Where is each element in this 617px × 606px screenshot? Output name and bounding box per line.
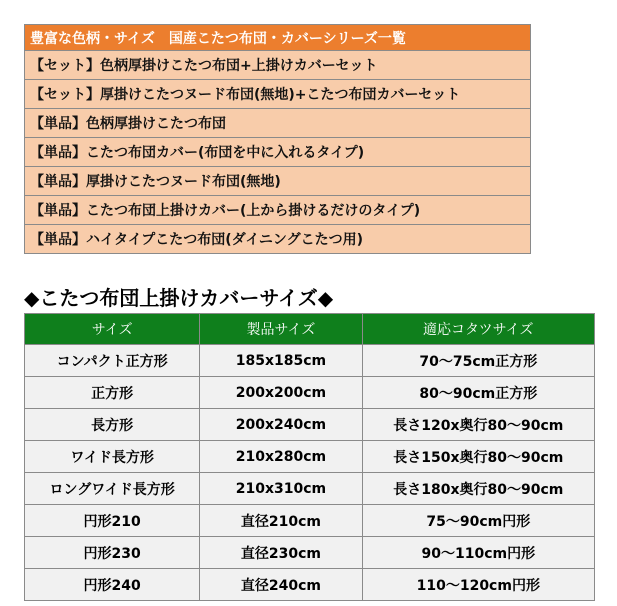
column-header-kotatsu-size: 適応コタツサイズ: [362, 314, 594, 345]
size-section-heading: ◆こたつ布団上掛けカバーサイズ◆: [24, 286, 334, 310]
product-size-cell: 210x310cm: [200, 473, 362, 505]
series-header-row: [25, 25, 531, 51]
size-name-cell: ワイド長方形: [25, 441, 200, 473]
kotatsu-size-cell: 110～120cm円形: [362, 569, 594, 601]
table-row: [25, 505, 595, 537]
kotatsu-size-cell: 80～90cm正方形: [362, 377, 594, 409]
size-name-cell: 長方形: [25, 409, 200, 441]
size-name-cell: 正方形: [25, 377, 200, 409]
product-size-cell: 200x200cm: [200, 377, 362, 409]
table-row: [25, 345, 595, 377]
series-row: [25, 225, 531, 254]
table-row: [25, 441, 595, 473]
kotatsu-size-cell: 70～75cm正方形: [362, 345, 594, 377]
series-item: 【セット】厚掛けこたつヌード布団(無地)+こたつ布団カバーセット: [25, 80, 531, 109]
kotatsu-size-cell: 長さ150x奥行80～90cm: [362, 441, 594, 473]
size-name-cell: ロングワイド長方形: [25, 473, 200, 505]
series-item: 【単品】厚掛けこたつヌード布団(無地): [25, 167, 531, 196]
table-row: [25, 409, 595, 441]
size-table-header-row: [25, 314, 595, 345]
column-header-product-size: 製品サイズ: [200, 314, 362, 345]
series-row: [25, 80, 531, 109]
column-header-size: サイズ: [25, 314, 200, 345]
series-header: 豊富な色柄・サイズ 国産こたつ布団・カバーシリーズ一覧: [25, 25, 531, 51]
table-row: [25, 569, 595, 601]
series-item: 【単品】色柄厚掛けこたつ布団: [25, 109, 531, 138]
size-table-body: [25, 345, 595, 601]
size-name-cell: 円形240: [25, 569, 200, 601]
kotatsu-size-cell: 長さ180x奥行80～90cm: [362, 473, 594, 505]
series-item: 【セット】色柄厚掛けこたつ布団+上掛けカバーセット: [25, 51, 531, 80]
table-row: [25, 473, 595, 505]
kotatsu-size-cell: 長さ120x奥行80～90cm: [362, 409, 594, 441]
series-item: 【単品】こたつ布団カバー(布団を中に入れるタイプ): [25, 138, 531, 167]
series-row: [25, 196, 531, 225]
product-size-cell: 210x280cm: [200, 441, 362, 473]
series-item: 【単品】こたつ布団上掛けカバー(上から掛けるだけのタイプ): [25, 196, 531, 225]
series-list-table: [24, 24, 531, 254]
size-name-cell: コンパクト正方形: [25, 345, 200, 377]
size-name-cell: 円形210: [25, 505, 200, 537]
product-size-cell: 直径230cm: [200, 537, 362, 569]
product-size-cell: 185x185cm: [200, 345, 362, 377]
product-size-cell: 200x240cm: [200, 409, 362, 441]
product-size-cell: 直径240cm: [200, 569, 362, 601]
series-row: [25, 109, 531, 138]
kotatsu-size-cell: 90～110cm円形: [362, 537, 594, 569]
table-row: [25, 377, 595, 409]
table-row: [25, 537, 595, 569]
series-row: [25, 138, 531, 167]
series-row: [25, 167, 531, 196]
size-name-cell: 円形230: [25, 537, 200, 569]
size-table: [24, 313, 595, 601]
series-item: 【単品】ハイタイプこたつ布団(ダイニングこたつ用): [25, 225, 531, 254]
series-row: [25, 51, 531, 80]
product-size-cell: 直径210cm: [200, 505, 362, 537]
kotatsu-size-cell: 75～90cm円形: [362, 505, 594, 537]
